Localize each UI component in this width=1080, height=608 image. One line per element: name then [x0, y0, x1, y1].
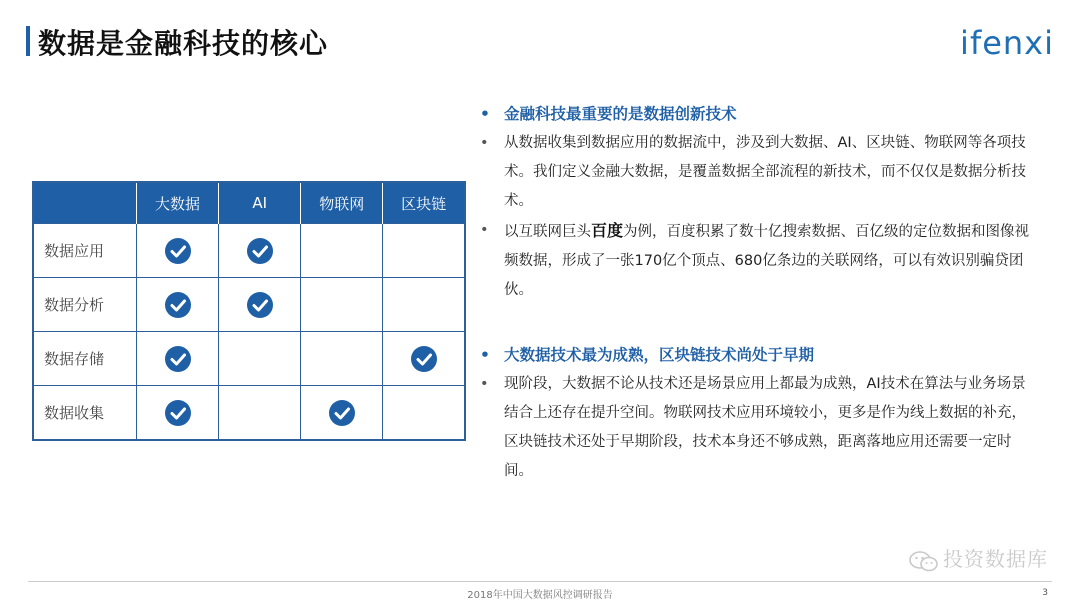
- matrix-header-row: [33, 182, 465, 224]
- bullet-text: 现阶段，大数据不论从技术还是场景应用上都最为成熟，AI技术在算法与业务场景结合上还存在提升空间。物联网技术应用环境较小，更多是作为线上数据的补充，区块链技术还处于早期阶段，技术本身还不够成熟，距离落地应用还需要一定时间。: [504, 376, 1026, 479]
- matrix-row: [33, 332, 465, 386]
- matrix-cell: [137, 386, 219, 441]
- check-circle-icon: [164, 291, 192, 319]
- check-circle-icon: [164, 237, 192, 265]
- row-label: 数据分析: [33, 278, 137, 332]
- bullet-dot: •: [480, 222, 489, 238]
- matrix-row: [33, 386, 465, 441]
- column-header: AI: [219, 182, 301, 224]
- check-circle-icon: [246, 291, 274, 319]
- bullet-dot: •: [480, 346, 490, 364]
- brand-logo: ifenxi: [960, 24, 1054, 62]
- bullet-heading-text: 大数据技术最为成熟，区块链技术尚处于早期: [504, 346, 815, 364]
- watermark: [909, 543, 1048, 572]
- bullet-item: [478, 370, 1038, 486]
- page-title: 数据是金融科技的核心: [38, 27, 329, 60]
- footer-divider: [28, 581, 1052, 582]
- check-circle-icon: [410, 345, 438, 373]
- page-number: 3: [1042, 588, 1048, 598]
- bullet-heading-text: 金融科技最重要的是数据创新技术: [504, 105, 737, 123]
- matrix-row: [33, 278, 465, 332]
- bullet-heading: [478, 100, 1038, 129]
- matrix-cell: [301, 386, 383, 441]
- bullet-list: [478, 100, 1038, 486]
- matrix-cell: [301, 224, 383, 278]
- row-label: 数据应用: [33, 224, 137, 278]
- matrix-row: [33, 224, 465, 278]
- matrix-corner: [33, 182, 137, 224]
- matrix-cell: [137, 224, 219, 278]
- check-circle-icon: [246, 237, 274, 265]
- matrix-cell: [137, 332, 219, 386]
- check-circle-icon: [328, 399, 356, 427]
- column-header: 大数据: [137, 182, 219, 224]
- matrix-cell: [383, 386, 465, 441]
- bullet-dot: •: [480, 105, 490, 123]
- bullet-item: [478, 216, 1038, 305]
- check-circle-icon: [164, 345, 192, 373]
- check-circle-icon: [164, 399, 192, 427]
- matrix-cell: [219, 332, 301, 386]
- matrix-cell: [219, 278, 301, 332]
- wechat-icon: [909, 550, 939, 572]
- matrix-cell: [219, 386, 301, 441]
- bullet-heading: [478, 341, 1038, 370]
- watermark-text: 投资数据库: [943, 547, 1048, 571]
- bullet-item: [478, 129, 1038, 216]
- title-accent-bar: [26, 26, 30, 56]
- row-label: 数据收集: [33, 386, 137, 441]
- matrix-cell: [383, 224, 465, 278]
- matrix-cell: [301, 278, 383, 332]
- technology-matrix: [32, 181, 466, 441]
- bullet-dot: •: [480, 135, 489, 151]
- matrix-cell: [383, 332, 465, 386]
- matrix-cell: [219, 224, 301, 278]
- bullet-text-post: 为例，百度积累了数十亿搜索数据、百亿级的定位数据和图像视频数据，形成了一张170亿个顶点、680亿条边的关联网络，可以有效识别骗贷团伙。: [504, 224, 1030, 298]
- matrix-cell: [137, 278, 219, 332]
- spacer: [478, 305, 1038, 341]
- bullet-dot: •: [480, 376, 489, 392]
- matrix-cell: [301, 332, 383, 386]
- bullet-emphasis: 百度: [591, 221, 624, 240]
- matrix-body: [33, 224, 465, 441]
- bullet-text: 从数据收集到数据应用的数据流中，涉及到大数据、AI、区块链、物联网等各项技术。我们定义金融大数据，是覆盖数据全部流程的新技术，而不仅仅是数据分析技术。: [504, 135, 1026, 209]
- bullet-text-pre: 以互联网巨头: [504, 224, 591, 240]
- footer-title: 2018年中国大数据风控调研报告: [467, 590, 613, 601]
- row-label: 数据存储: [33, 332, 137, 386]
- matrix-cell: [383, 278, 465, 332]
- column-header: 物联网: [301, 182, 383, 224]
- column-header: 区块链: [383, 182, 465, 224]
